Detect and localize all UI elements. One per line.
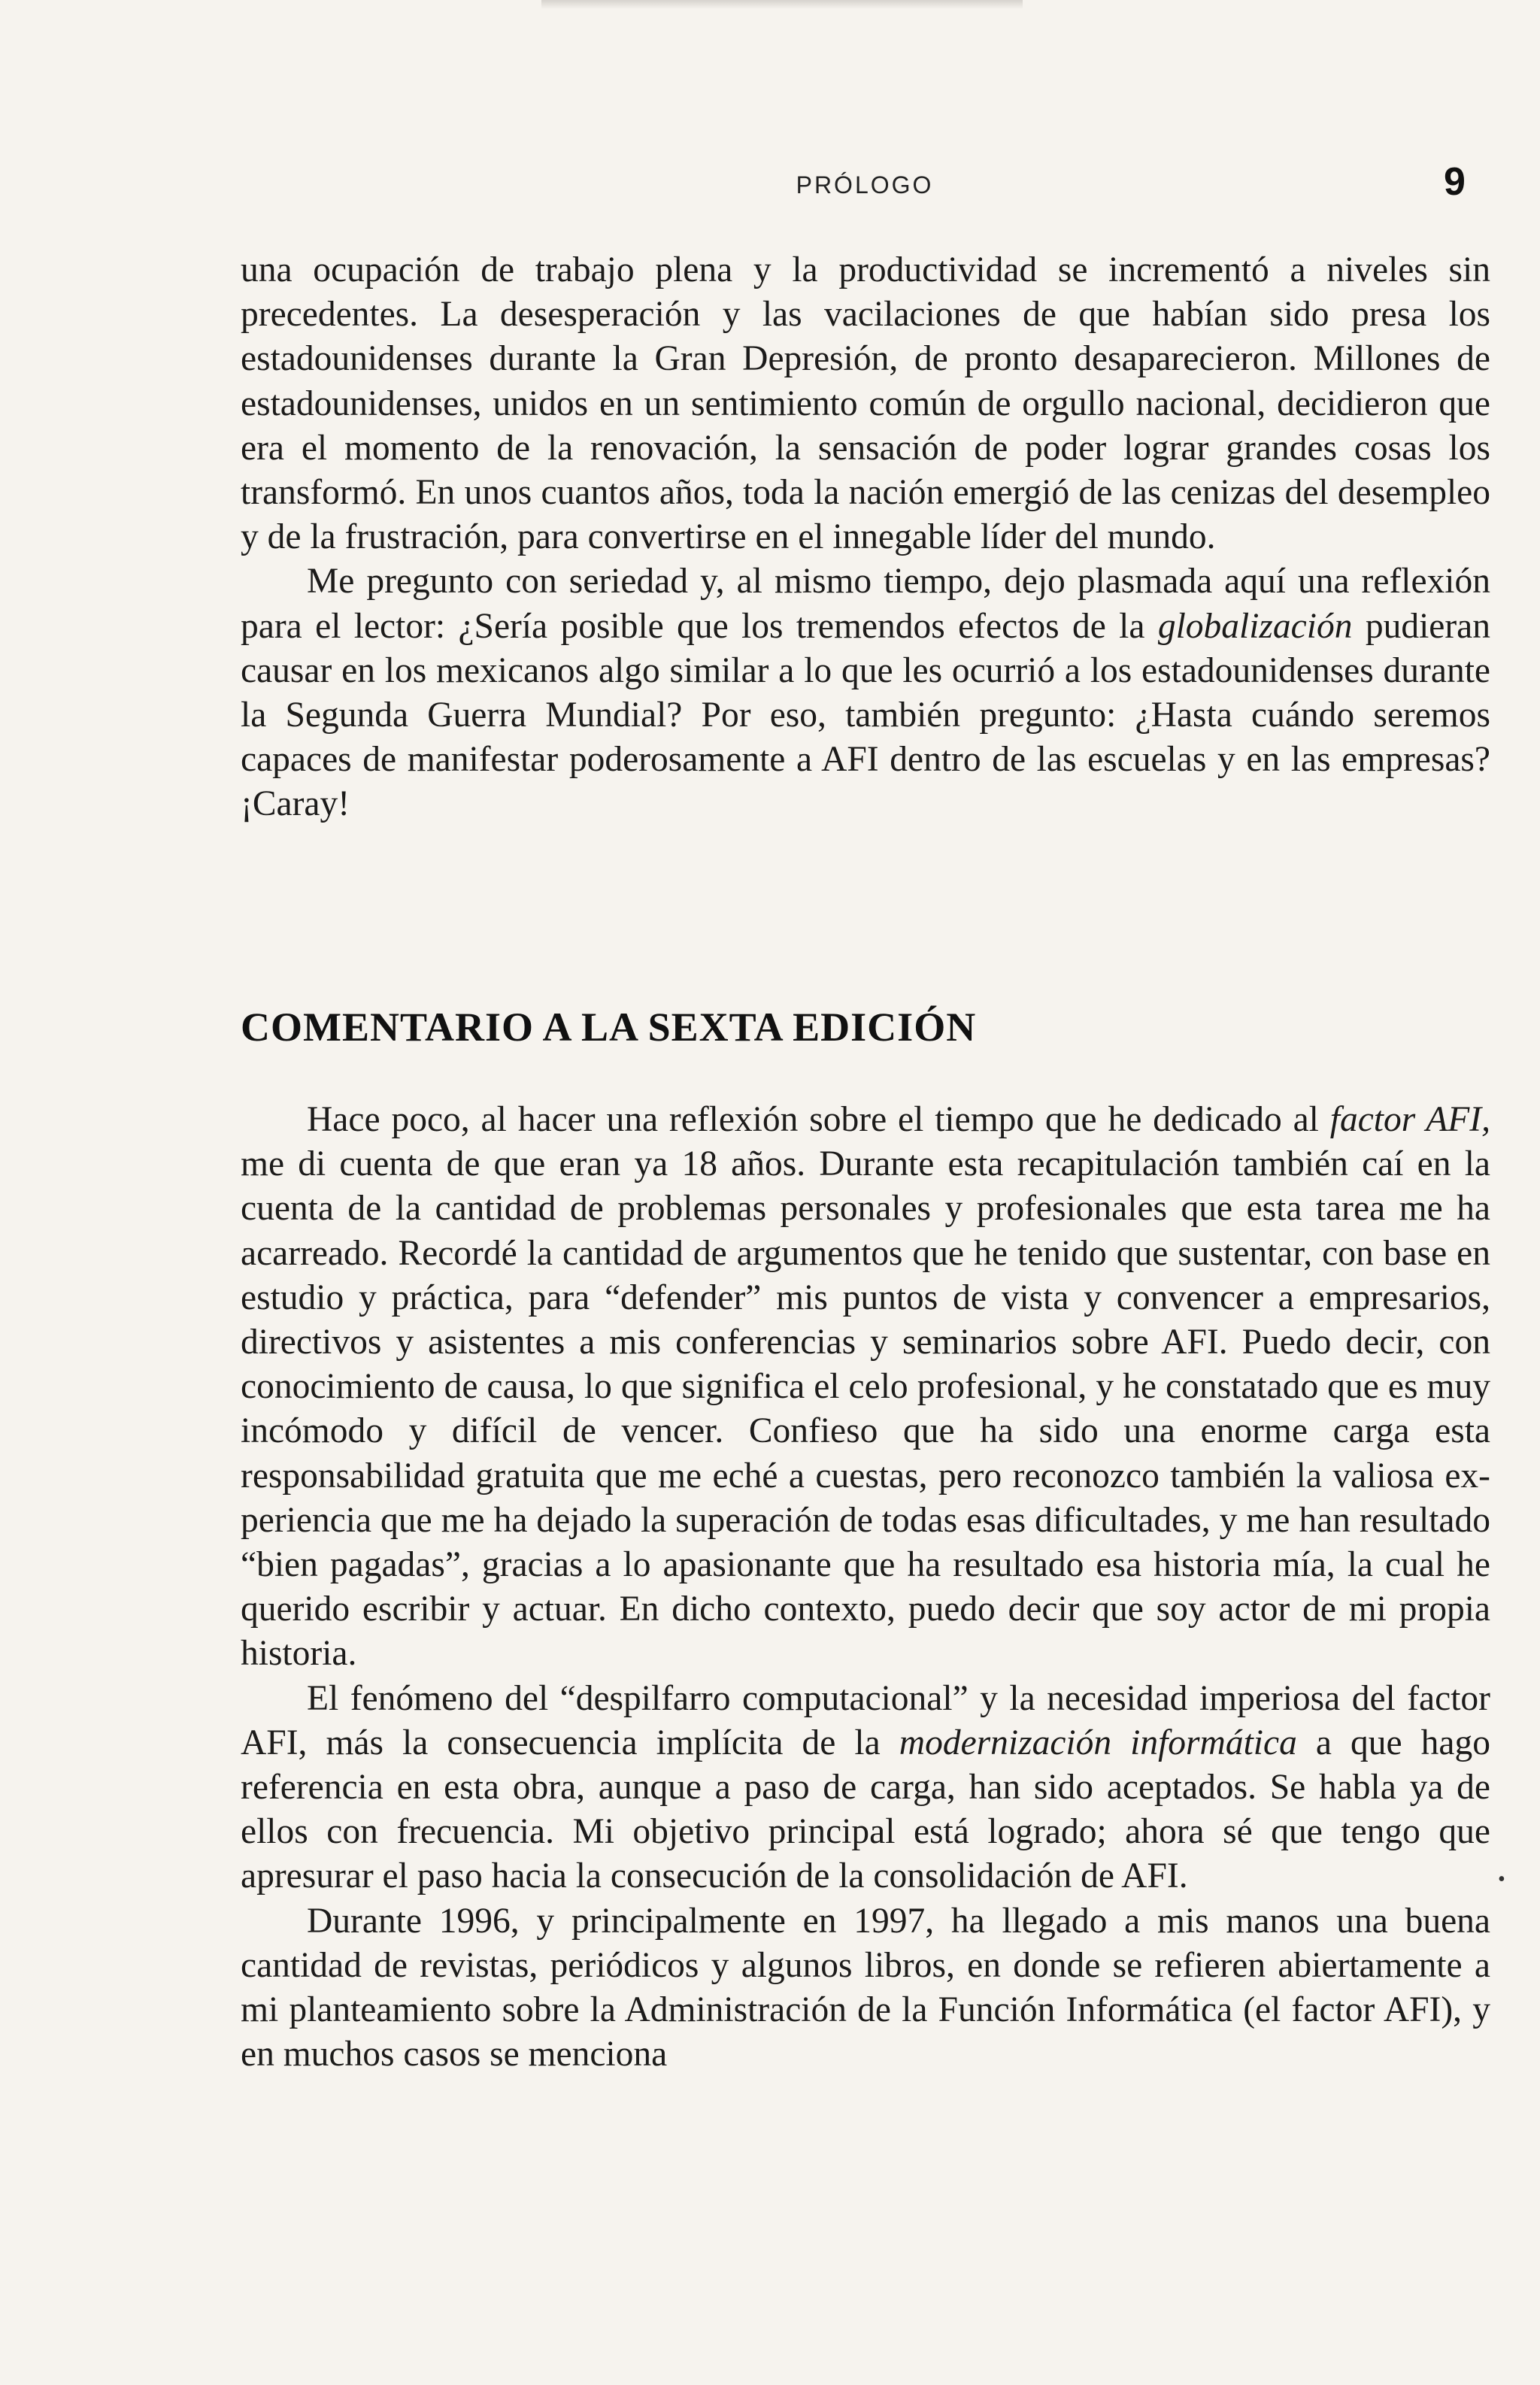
text-run: a que hago referencia en esta obra, aunque a paso de carga, han sido aceptados. Se habla ya de ellos con frecuencia. Mi objetivo principal está logrado; ahora sé que tengo que apresurar el paso hacia la consecución de la consolidación de AFI. [241, 1723, 1491, 1896]
page-number: 9 [1444, 160, 1466, 204]
section-heading: COMENTARIO A LA SEXTA EDICIÓN [241, 1005, 977, 1050]
paragraph [241, 1098, 1490, 1677]
italic-term: modernización informática [899, 1723, 1297, 1762]
italic-term: globalización [1157, 606, 1353, 646]
paragraph [241, 1677, 1490, 1899]
text-run: Hace poco, al hacer una reflexión sobre el tiempo que he dedicado al [307, 1100, 1330, 1139]
text-run: Me pregunto con seriedad y, al mismo tiempo, dejo plasmada aquí una reflexión para el lector: ¿Sería posible que los tremendos efectos de la [241, 562, 1490, 646]
margin-mark: • [1498, 1868, 1505, 1891]
scan-edge-shadow [541, 0, 1023, 9]
text-run: El fenómeno del “despilfarro computacional” y la necesidad imperiosa del factor AFI, más la consecuencia implícita de la [241, 1678, 1490, 1762]
body-text-section-2 [241, 1098, 1490, 2077]
running-head: PRÓLOGO [796, 171, 934, 198]
italic-term: factor AFI, [1329, 1100, 1490, 1139]
body-text-section-1 [241, 248, 1490, 827]
text-run: me di cuenta de que eran ya 18 años. Durante esta recapitulación también caí en la cuenta de la cantidad de problemas personales y profesionales que esta tarea me ha acarreado. Recordé la cantidad de argumentos que he tenido que sustentar, con base en estudio y práctica, para “defender” mis puntos de vista y convencer a empresarios, directivos y asistentes a mis conferencias y seminarios sobre AFI. Puedo decir, con conocimiento de causa, lo que significa el celo profesional, y he constatado que es muy incómodo y difícil de vencer. Confieso que ha sido una enorme carga esta responsabilidad gratuita que me eché a cuestas, pero reconozco también la valiosa experiencia que me ha dejado la superación de todas esas dificultades, y me han resultado “bien pagadas”, gracias a lo apasionante que ha resultado esa historia mía, la cual he querido escribir y actuar. En dicho contexto, puedo decir que soy actor de mi propia historia. [241, 1144, 1490, 1674]
paragraph: una ocupación de trabajo plena y la productividad se incrementó a niveles sin precedentes. La desesperación y las vacilaciones de que habían sido presa los estadounidenses durante la Gran Depresión, de pronto desaparecieron. Millones de estadounidenses, unidos en un sentimiento común de orgullo nacional, decidieron que era el momento de la renovación, la sensación de poder lograr grandes cosas los transformó. En unos cuantos años, toda la nación emergió de las cenizas del desempleo y de la frustración, para convertirse en el innegable líder del mundo. [241, 250, 1490, 557]
paragraph: Durante 1996, y principalmente en 1997, ha llegado a mis manos una buena cantidad de revistas, periódicos y algunos libros, en donde se refieren abiertamente a mi planteamiento sobre la Administración de la Función Informática (el factor AFI), y en muchos casos se menciona [241, 1901, 1490, 2074]
text-run: pudieran causar en los mexicanos algo similar a lo que les ocurrió a los estadounidenses durante la Segunda Guerra Mundial? Por eso, también pregunto: ¿Hasta cuándo seremos capaces de manifestar poderosamente a AFI dentro de las escuelas y en las empresas? ¡Caray! [241, 606, 1491, 824]
paragraph [241, 559, 1490, 826]
